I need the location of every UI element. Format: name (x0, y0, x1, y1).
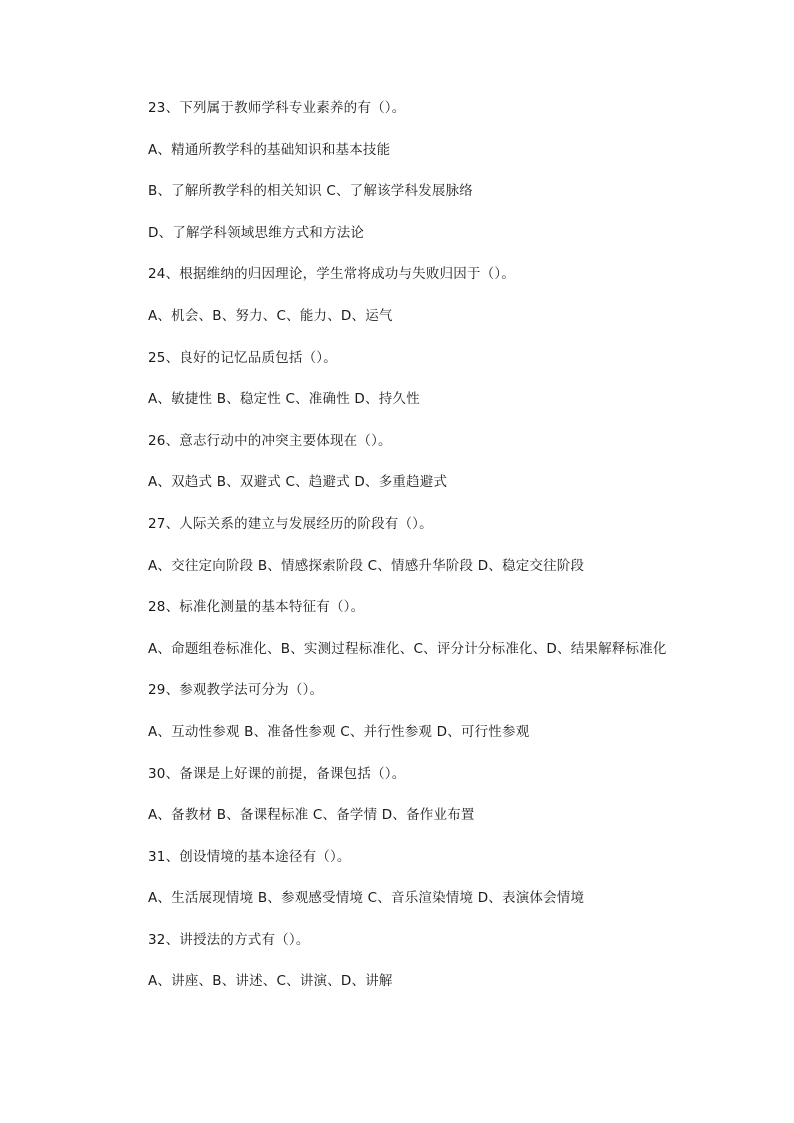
question-26: 26、意志行动中的冲突主要体现在（）。 (148, 432, 392, 449)
question-30-options: A、备教材 B、备课程标准 C、备学情 D、备作业布置 (148, 807, 475, 824)
question-23-options-b-c: B、了解所教学科的相关知识 C、了解该学科发展脉络 (148, 183, 473, 200)
question-24-options: A、机会、B、努力、C、能力、D、运气 (148, 307, 393, 324)
question-29-options: A、互动性参观 B、准备性参观 C、并行性参观 D、可行性参观 (148, 723, 530, 740)
question-23-option-d: D、了解学科领域思维方式和方法论 (148, 224, 365, 241)
question-28-options: A、命题组卷标准化、B、实测过程标准化、C、评分计分标准化、D、结果解释标准化 (148, 640, 667, 657)
question-28: 28、标准化测量的基本特征有（）。 (148, 599, 365, 616)
question-23: 23、下列属于教师学科专业素养的有（）。 (148, 100, 406, 116)
question-25-options: A、敏捷性 B、稳定性 C、准确性 D、持久性 (148, 391, 420, 408)
question-29: 29、参观教学法可分为（）。 (148, 682, 324, 699)
question-25: 25、良好的记忆品质包括（）。 (148, 349, 337, 366)
question-list (148, 96, 748, 1011)
question-26-options: A、双趋式 B、双避式 C、趋避式 D、多重趋避式 (148, 474, 448, 491)
question-30: 30、备课是上好课的前提，备课包括（）。 (148, 765, 406, 782)
question-31: 31、创设情境的基本途径有（）。 (148, 848, 351, 865)
question-31-options: A、生活展现情境 B、参观感受情境 C、音乐渲染情境 D、表演体会情境 (148, 890, 585, 907)
question-23-option-a: A、精通所教学科的基础知识和基本技能 (148, 141, 391, 158)
question-32-options: A、讲座、B、讲述、C、讲演、D、讲解 (148, 973, 393, 990)
question-32: 32、讲授法的方式有（）。 (148, 931, 310, 948)
question-27-options: A、交往定向阶段 B、情感探索阶段 C、情感升华阶段 D、稳定交往阶段 (148, 557, 585, 574)
question-27: 27、人际关系的建立与发展经历的阶段有（）。 (148, 515, 433, 532)
question-24: 24、根据维纳的归因理论，学生常将成功与失败归因于（）。 (148, 266, 516, 283)
